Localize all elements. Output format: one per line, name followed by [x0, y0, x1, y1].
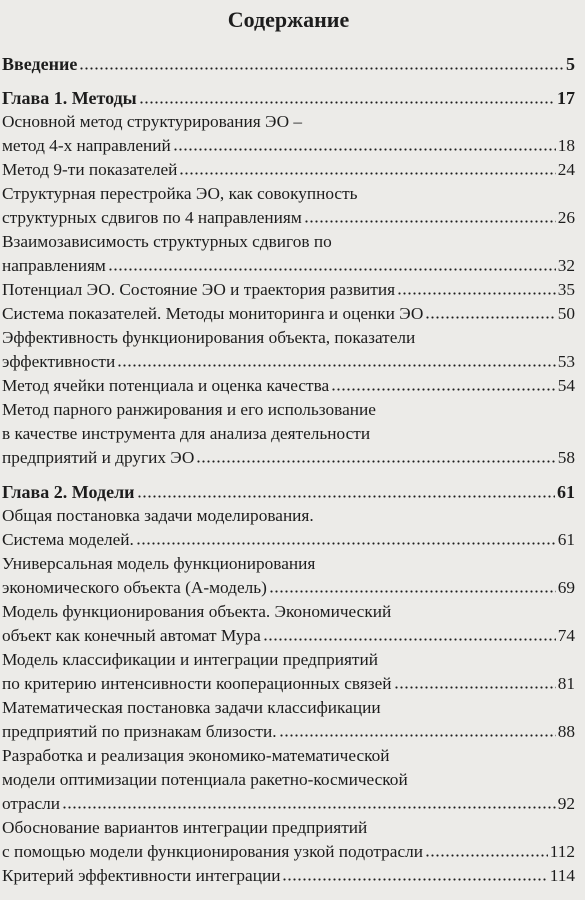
toc-entry-title: Модель функционирования объекта. Экономический	[2, 602, 392, 621]
toc-entry-title: предприятий и других ЭО	[2, 448, 195, 467]
toc-entry-title: Структурная перестройка ЭО, как совокупность	[2, 184, 358, 203]
toc-entry-line	[2, 254, 575, 278]
toc-page-number: 50	[557, 304, 575, 323]
dot-leader	[282, 865, 547, 881]
toc-entry-title: Система моделей.	[2, 530, 134, 549]
toc-entry	[2, 552, 575, 600]
dot-leader	[425, 841, 548, 857]
toc-entry	[2, 182, 575, 230]
toc-entry-line	[2, 230, 575, 254]
dot-leader	[108, 255, 556, 271]
dot-leader	[79, 54, 564, 70]
toc-entry-line	[2, 52, 575, 76]
toc-page-number: 61	[557, 482, 575, 502]
toc-entry-title: Глава 2. Модели	[2, 482, 135, 502]
dot-leader	[394, 673, 556, 689]
toc-entry-line	[2, 326, 575, 350]
toc-entry-title: Система показателей. Методы мониторинга и оценки ЭО	[2, 304, 424, 323]
toc-entry	[2, 696, 575, 744]
dot-leader	[173, 135, 556, 151]
dot-leader	[137, 482, 555, 498]
toc-entry-line	[2, 134, 575, 158]
toc-entry-title: Метод 9-ти показателей	[2, 160, 178, 179]
toc-entry	[2, 278, 575, 302]
toc-entry-line	[2, 110, 575, 134]
toc-entry-title: отрасли	[2, 794, 61, 813]
toc-page-number: 35	[557, 280, 575, 299]
toc-entry-line	[2, 182, 575, 206]
toc-entry-title: Обоснование вариантов интеграции предприятий	[2, 818, 368, 837]
toc-chapter-entry	[2, 52, 575, 76]
toc-entry-title: Критерий эффективности интеграции	[2, 866, 281, 885]
toc-entry-title: Общая постановка задачи моделирования.	[2, 506, 314, 525]
toc-entry-title: экономического объекта (А-модель)	[2, 578, 267, 597]
toc-entry-line	[2, 86, 575, 110]
toc-entry	[2, 326, 575, 374]
toc-page-number: 92	[557, 794, 575, 813]
toc-entry-line	[2, 840, 575, 864]
toc-entry-line	[2, 374, 575, 398]
toc-chapter-entry	[2, 86, 575, 110]
toc-entry-title: направлениям	[2, 256, 106, 275]
page-title: Содержание	[227, 7, 350, 32]
toc-entry	[2, 744, 575, 816]
toc-entry-line	[2, 624, 575, 648]
toc-entry-title: метод 4-х направлений	[2, 136, 171, 155]
toc-entry-title: Математическая постановка задачи классификации	[2, 698, 381, 717]
toc-entry-title: Эффективность функционирования объекта, показатели	[2, 328, 416, 347]
toc-entry-line	[2, 600, 575, 624]
toc-entry-title: Введение	[2, 54, 78, 74]
toc-entry-line	[2, 446, 575, 470]
toc-entry-line	[2, 398, 575, 422]
toc-entry-title: Метод парного ранжирования и его использование	[2, 400, 376, 419]
toc-page-number: 81	[557, 674, 575, 693]
toc-entry	[2, 864, 575, 888]
toc-entry-title: эффективности	[2, 352, 116, 371]
toc-entry	[2, 648, 575, 696]
toc-entry-line	[2, 576, 575, 600]
toc-entry-title: Глава 1. Методы	[2, 88, 137, 108]
toc-entry-title: объект как конечный автомат Мура	[2, 626, 261, 645]
toc-entry-title: по критерию интенсивности кооперационных связей	[2, 674, 392, 693]
toc-entry-title: Основной метод структурирования ЭО –	[2, 112, 303, 131]
toc-entry-line	[2, 278, 575, 302]
toc-entry-title: Метод ячейки потенциала и оценка качества	[2, 376, 330, 395]
dot-leader	[279, 721, 556, 737]
toc-entry-line	[2, 302, 575, 326]
toc-page-number: 54	[557, 376, 575, 395]
toc-page-number: 26	[557, 208, 575, 227]
toc-entry-line	[2, 792, 575, 816]
table-of-contents	[2, 52, 575, 888]
toc-chapter-entry	[2, 480, 575, 504]
toc-entry	[2, 600, 575, 648]
toc-entry-line	[2, 696, 575, 720]
toc-page-number: 53	[557, 352, 575, 371]
toc-entry-line	[2, 768, 575, 792]
toc-page-number: 69	[557, 578, 575, 597]
toc-entry-title: структурных сдвигов по 4 направлениям	[2, 208, 302, 227]
toc-entry	[2, 302, 575, 326]
toc-entry-line	[2, 158, 575, 182]
toc-page-number: 88	[557, 722, 575, 741]
dot-leader	[269, 577, 556, 593]
toc-entry-title: с помощью модели функционирования узкой подотрасли	[2, 842, 424, 861]
dot-leader	[139, 88, 555, 104]
toc-entry-title: Потенциал ЭО. Состояние ЭО и траектория развития	[2, 280, 396, 299]
toc-entry-line	[2, 816, 575, 840]
toc-entry	[2, 158, 575, 182]
dot-leader	[62, 793, 556, 809]
toc-entry-line	[2, 864, 575, 888]
dot-leader	[304, 207, 556, 223]
toc-entry-title: Универсальная модель функционирования	[2, 554, 316, 573]
toc-entry-line	[2, 422, 575, 446]
toc-page-number: 5	[566, 54, 575, 74]
toc-entry-line	[2, 648, 575, 672]
toc-entry-line	[2, 672, 575, 696]
toc-entry	[2, 230, 575, 278]
toc-page-number: 24	[557, 160, 575, 179]
toc-page-number: 17	[557, 88, 575, 108]
toc-entry-line	[2, 528, 575, 552]
toc-entry-title: Модель классификации и интеграции предприятий	[2, 650, 378, 669]
toc-entry	[2, 504, 575, 552]
dot-leader	[263, 625, 556, 641]
toc-entry-title: Разработка и реализация экономико-математической	[2, 746, 390, 765]
toc-entry-title: модели оптимизации потенциала ракетно-космической	[2, 770, 408, 789]
dot-leader	[136, 529, 556, 545]
toc-entry	[2, 374, 575, 398]
toc-entry	[2, 110, 575, 158]
dot-leader	[425, 303, 555, 319]
toc-entry-line	[2, 504, 575, 528]
toc-entry-line	[2, 744, 575, 768]
dot-leader	[196, 447, 555, 463]
toc-entry-title: Взаимозависимость структурных сдвигов по	[2, 232, 332, 251]
toc-entry-title: в качестве инструмента для анализа деятельности	[2, 424, 371, 443]
toc-page-number: 32	[557, 256, 575, 275]
toc-entry-line	[2, 206, 575, 230]
toc-entry-line	[2, 552, 575, 576]
dot-leader	[331, 375, 556, 391]
toc-entry-line	[2, 480, 575, 504]
toc-page-number: 18	[557, 136, 575, 155]
toc-page-number: 114	[549, 866, 575, 885]
toc-page-number: 74	[557, 626, 575, 645]
toc-entry	[2, 398, 575, 470]
toc-entry	[2, 816, 575, 864]
toc-page-number: 61	[557, 530, 575, 549]
toc-entry-line	[2, 720, 575, 744]
toc-page-number: 58	[557, 448, 575, 467]
toc-entry-line	[2, 350, 575, 374]
dot-leader	[179, 159, 555, 175]
toc-page-number: 112	[549, 842, 575, 861]
dot-leader	[397, 279, 556, 295]
toc-entry-title: предприятий по признакам близости.	[2, 722, 277, 741]
dot-leader	[117, 351, 556, 367]
